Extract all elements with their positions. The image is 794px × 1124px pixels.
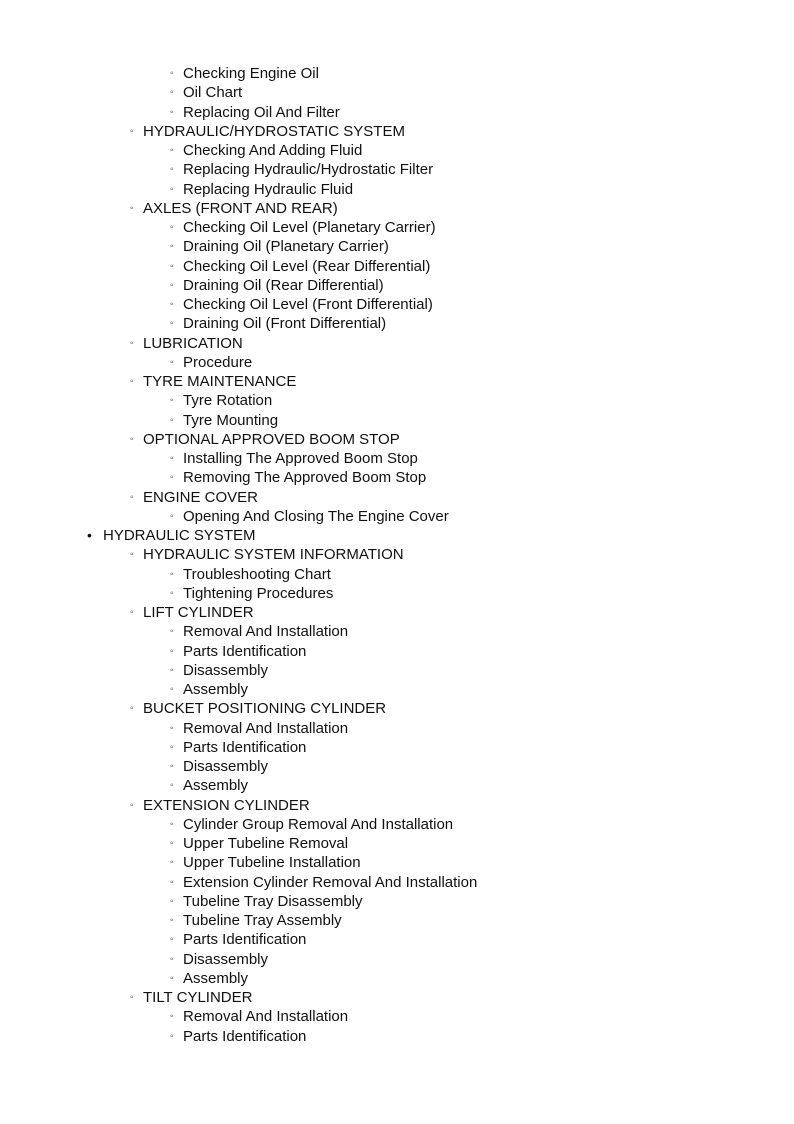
hollow-bullet-icon: ◦ bbox=[130, 549, 134, 561]
toc-entry-label: Tubeline Tray Assembly bbox=[183, 912, 342, 929]
toc-entry bbox=[0, 449, 794, 468]
toc-entry-label: Upper Tubeline Installation bbox=[183, 854, 361, 872]
toc-entry bbox=[0, 103, 794, 122]
toc-entry-label: Draining Oil (Planetary Carrier) bbox=[183, 238, 389, 256]
toc-entry bbox=[0, 353, 794, 372]
hollow-bullet-icon: ◦ bbox=[170, 510, 174, 522]
hollow-bullet-icon: ◦ bbox=[170, 780, 174, 792]
toc-entry bbox=[0, 738, 794, 757]
toc-entry-label: Tightening Procedures bbox=[183, 584, 334, 602]
toc-entry-label: Troubleshooting Chart bbox=[183, 565, 331, 583]
toc-entry-label: TYRE MAINTENANCE bbox=[143, 373, 297, 390]
hollow-bullet-icon: ◦ bbox=[130, 337, 134, 349]
hollow-bullet-icon: ◦ bbox=[170, 568, 174, 580]
hollow-bullet-icon: ◦ bbox=[170, 722, 174, 734]
toc-entry-label: AXLES (FRONT AND REAR) bbox=[143, 199, 338, 217]
hollow-bullet-icon: ◦ bbox=[170, 299, 174, 310]
toc-entry bbox=[0, 565, 794, 584]
hollow-bullet-icon: ◦ bbox=[170, 972, 174, 984]
toc-entry-label: Removing The Approved Boom Stop bbox=[183, 469, 427, 487]
hollow-bullet-icon: ◦ bbox=[170, 145, 174, 156]
hollow-bullet-icon: ◦ bbox=[170, 395, 174, 407]
toc-entry-label: Checking Oil Level (Front Differential) bbox=[183, 296, 433, 313]
toc-entry bbox=[0, 295, 794, 314]
toc-entry-label: Parts Identification bbox=[183, 931, 307, 949]
toc-subsection bbox=[0, 699, 794, 718]
toc-entry bbox=[0, 776, 794, 795]
hollow-bullet-icon: ◦ bbox=[170, 164, 174, 176]
hollow-bullet-icon: ◦ bbox=[170, 260, 174, 272]
toc-entry bbox=[0, 257, 794, 276]
toc-entry-label: Tubeline Tray Disassembly bbox=[183, 892, 363, 910]
toc-entry-label: Replacing Hydraulic/Hydrostatic Filter bbox=[183, 161, 434, 179]
hollow-bullet-icon: ◦ bbox=[170, 106, 174, 118]
hollow-bullet-icon: ◦ bbox=[170, 183, 174, 195]
toc-subsection bbox=[0, 199, 794, 218]
toc-subsection bbox=[0, 372, 794, 391]
toc-entry-label: Parts Identification bbox=[183, 1027, 307, 1045]
hollow-bullet-icon: ◦ bbox=[130, 799, 134, 811]
toc-entry bbox=[0, 276, 794, 295]
toc-entry bbox=[0, 1027, 794, 1046]
hollow-bullet-icon: ◦ bbox=[170, 876, 174, 888]
hollow-bullet-icon: ◦ bbox=[130, 703, 134, 715]
hollow-bullet-icon: ◦ bbox=[170, 587, 174, 599]
toc-entry bbox=[0, 314, 794, 333]
toc-entry-label: Checking Oil Level (Rear Differential) bbox=[183, 257, 431, 275]
hollow-bullet-icon: ◦ bbox=[170, 626, 174, 638]
hollow-bullet-icon: ◦ bbox=[170, 1030, 174, 1042]
toc-entry-label: BUCKET POSITIONING CYLINDER bbox=[143, 700, 387, 718]
toc-entry-label: Replacing Oil And Filter bbox=[183, 103, 340, 121]
hollow-bullet-icon: ◦ bbox=[170, 838, 174, 849]
hollow-bullet-icon: ◦ bbox=[170, 1011, 174, 1023]
toc-entry bbox=[0, 507, 794, 526]
toc-subsection bbox=[0, 334, 794, 353]
hollow-bullet-icon: ◦ bbox=[170, 934, 174, 946]
toc-subsection bbox=[0, 488, 794, 507]
hollow-bullet-icon: ◦ bbox=[130, 607, 134, 618]
hollow-bullet-icon: ◦ bbox=[170, 453, 174, 464]
toc-entry-label: Replacing Hydraulic Fluid bbox=[183, 180, 354, 198]
hollow-bullet-icon: ◦ bbox=[170, 414, 174, 426]
toc-entry-label: Tyre Mounting bbox=[183, 411, 279, 429]
hollow-bullet-icon: ◦ bbox=[130, 125, 134, 137]
hollow-bullet-icon: ◦ bbox=[170, 472, 174, 484]
hollow-bullet-icon: ◦ bbox=[170, 953, 174, 965]
hollow-bullet-icon: ◦ bbox=[170, 87, 174, 99]
toc-entry-label: TILT CYLINDER bbox=[143, 989, 253, 1006]
toc-entry-label: Checking And Adding Fluid bbox=[183, 142, 363, 159]
toc-entry-label: Disassembly bbox=[183, 950, 269, 968]
hollow-bullet-icon: ◦ bbox=[170, 222, 174, 233]
toc-entry-label: EXTENSION CYLINDER bbox=[143, 796, 310, 814]
hollow-bullet-icon: ◦ bbox=[130, 491, 134, 503]
toc-section bbox=[0, 526, 794, 545]
toc-entry bbox=[0, 622, 794, 641]
toc-entry bbox=[0, 950, 794, 969]
toc-subsection bbox=[0, 430, 794, 449]
hollow-bullet-icon: ◦ bbox=[130, 202, 134, 214]
toc-entry-label: ENGINE COVER bbox=[143, 488, 259, 506]
toc-entry bbox=[0, 815, 794, 834]
hollow-bullet-icon: ◦ bbox=[170, 664, 174, 676]
toc-entry-label: Checking Oil Level (Planetary Carrier) bbox=[183, 219, 436, 236]
toc-entry bbox=[0, 180, 794, 199]
toc-entry-label: Assembly bbox=[183, 777, 249, 795]
toc-entry-label: Opening And Closing The Engine Cover bbox=[183, 507, 449, 525]
table-of-contents-list bbox=[0, 64, 794, 1046]
toc-entry-label: HYDRAULIC SYSTEM bbox=[103, 527, 256, 544]
toc-entry-label: Checking Engine Oil bbox=[183, 65, 319, 82]
hollow-bullet-icon: ◦ bbox=[170, 684, 174, 695]
toc-entry bbox=[0, 680, 794, 699]
toc-entry bbox=[0, 218, 794, 237]
toc-entry bbox=[0, 1007, 794, 1026]
toc-entry-label: Disassembly bbox=[183, 661, 269, 679]
toc-subsection bbox=[0, 988, 794, 1007]
toc-entry bbox=[0, 468, 794, 487]
hollow-bullet-icon: ◦ bbox=[170, 356, 174, 368]
toc-entry bbox=[0, 892, 794, 911]
hollow-bullet-icon: ◦ bbox=[170, 318, 174, 330]
toc-entry bbox=[0, 661, 794, 680]
toc-entry bbox=[0, 160, 794, 179]
hollow-bullet-icon: ◦ bbox=[130, 376, 134, 387]
toc-entry bbox=[0, 853, 794, 872]
toc-entry bbox=[0, 141, 794, 160]
toc-entry bbox=[0, 757, 794, 776]
toc-entry bbox=[0, 584, 794, 603]
hollow-bullet-icon: ◦ bbox=[170, 645, 174, 657]
toc-entry-label: Parts Identification bbox=[183, 642, 307, 660]
hollow-bullet-icon: ◦ bbox=[130, 433, 134, 445]
toc-entry bbox=[0, 64, 794, 83]
toc-entry-label: Draining Oil (Front Differential) bbox=[183, 315, 387, 333]
toc-entry-label: LIFT CYLINDER bbox=[143, 604, 254, 621]
toc-entry-label: Draining Oil (Rear Differential) bbox=[183, 276, 384, 294]
toc-entry-label: Removal And Installation bbox=[183, 719, 349, 737]
toc-entry-label: LUBRICATION bbox=[143, 334, 243, 352]
toc-entry-label: HYDRAULIC SYSTEM INFORMATION bbox=[143, 546, 404, 564]
hollow-bullet-icon: ◦ bbox=[170, 279, 174, 291]
toc-entry bbox=[0, 237, 794, 256]
hollow-bullet-icon: ◦ bbox=[170, 818, 174, 830]
toc-entry-label: Cylinder Group Removal And Installation bbox=[183, 815, 454, 833]
toc-entry bbox=[0, 411, 794, 430]
toc-entry bbox=[0, 969, 794, 988]
hollow-bullet-icon: ◦ bbox=[170, 741, 174, 753]
toc-entry-label: Installing The Approved Boom Stop bbox=[183, 450, 418, 467]
toc-subsection bbox=[0, 545, 794, 564]
toc-entry bbox=[0, 930, 794, 949]
hollow-bullet-icon: ◦ bbox=[170, 895, 174, 907]
toc-entry bbox=[0, 391, 794, 410]
toc-entry bbox=[0, 642, 794, 661]
hollow-bullet-icon: ◦ bbox=[170, 857, 174, 869]
toc-subsection bbox=[0, 603, 794, 622]
toc-entry-label: Removal And Installation bbox=[183, 623, 349, 641]
filled-bullet-icon: • bbox=[87, 527, 92, 543]
toc-entry-label: Procedure bbox=[183, 353, 253, 371]
hollow-bullet-icon: ◦ bbox=[170, 241, 174, 253]
toc-entry-label: Upper Tubeline Removal bbox=[183, 835, 349, 852]
toc-subsection bbox=[0, 122, 794, 141]
hollow-bullet-icon: ◦ bbox=[130, 992, 134, 1003]
hollow-bullet-icon: ◦ bbox=[170, 761, 174, 772]
toc-entry-label: HYDRAULIC/HYDROSTATIC SYSTEM bbox=[143, 122, 405, 140]
toc-entry-label: Oil Chart bbox=[183, 84, 243, 102]
toc-entry bbox=[0, 834, 794, 853]
hollow-bullet-icon: ◦ bbox=[170, 915, 174, 926]
toc-entry-label: Disassembly bbox=[183, 758, 269, 775]
toc-entry-label: Removal And Installation bbox=[183, 1008, 349, 1026]
toc-entry bbox=[0, 719, 794, 738]
toc-entry-label: Assembly bbox=[183, 681, 249, 698]
hollow-bullet-icon: ◦ bbox=[170, 68, 174, 79]
toc-entry-label: Extension Cylinder Removal And Installation bbox=[183, 873, 478, 891]
toc-entry bbox=[0, 911, 794, 930]
toc-subsection bbox=[0, 796, 794, 815]
toc-entry bbox=[0, 83, 794, 102]
toc-entry-label: OPTIONAL APPROVED BOOM STOP bbox=[143, 430, 400, 448]
toc-entry-label: Assembly bbox=[183, 969, 249, 987]
toc-entry-label: Tyre Rotation bbox=[183, 392, 273, 410]
toc-entry-label: Parts Identification bbox=[183, 738, 307, 756]
toc-entry bbox=[0, 873, 794, 892]
